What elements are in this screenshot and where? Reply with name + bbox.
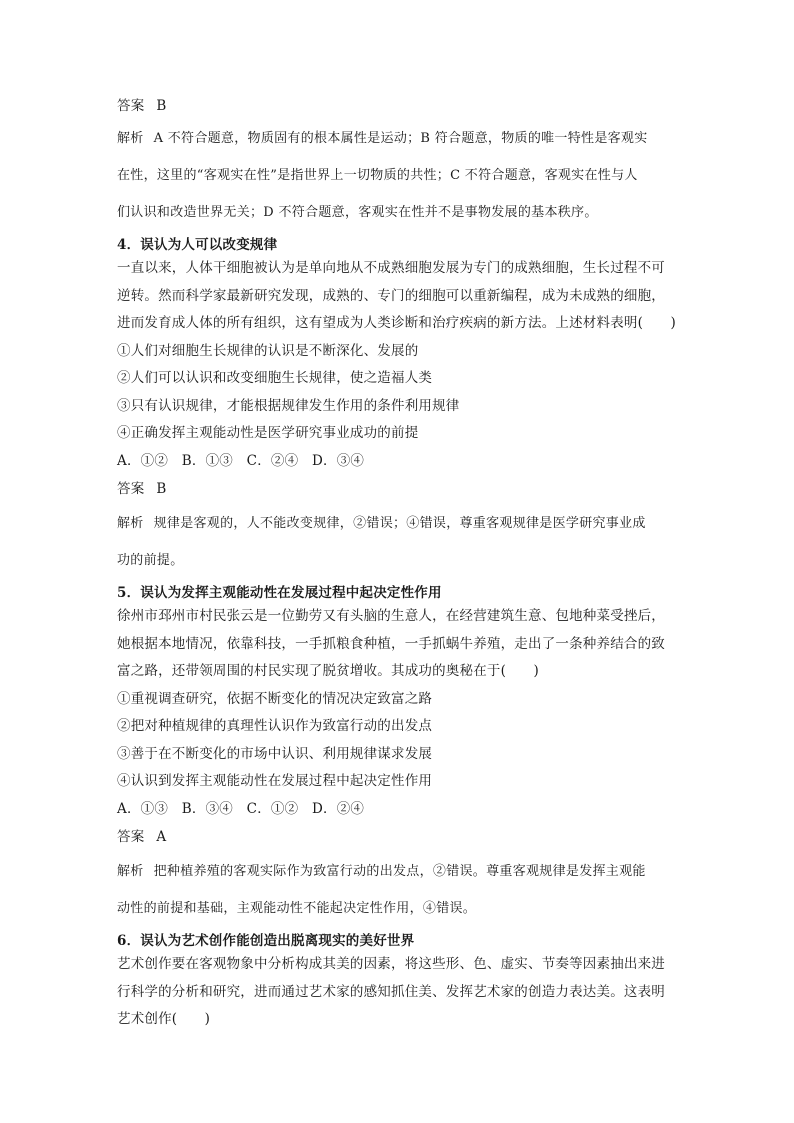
answer-label: 答案 [117, 829, 145, 845]
option-item: ③善于在不断变化的市场中认识、利用规律谋求发展 [117, 745, 433, 762]
option-item: ①人们对细胞生长规律的认识是不断深化、发展的 [117, 342, 419, 359]
question-title: 6．误认为艺术创作能创造出脱离现实的美好世界 [117, 933, 415, 949]
option-item: ②人们可以认识和改变细胞生长规律，使之造福人类 [117, 370, 433, 386]
answer-line [117, 96, 683, 116]
explanation-line: 动性的前提和基础，主观能动性不能起决定性作用，④错误。 [117, 901, 477, 916]
explanation-line [117, 120, 683, 157]
question-text: 逆转。然而科学家最新研究发现，成熟的、专门的细胞可以重新编程，成为未成熟的细胞， [117, 287, 665, 304]
answer-label: 答案 [117, 481, 145, 497]
option-item: ④认识到发挥主观能动性在发展过程中起决定性作用 [117, 773, 433, 789]
option-item: ①重视调查研究，依据不断变化的情况决定致富之路 [117, 690, 433, 707]
answer-choices: A．①③ B．③④ C．①② D．②④ [117, 800, 365, 817]
question-text: 一直以来，人体干细胞被认为是单向地从不成熟细胞发展为专门的成熟细胞，生长过程不可 [117, 260, 665, 276]
answer-line [117, 479, 683, 499]
explanation-line: 们认识和改造世界无关；D 不符合题意，客观实在性并不是事物发展的基本秩序。 [117, 205, 598, 220]
explanation-text: 规律是客观的，人不能改变规律，②错误；④错误，尊重客观规律是医学研究事业成 [153, 516, 646, 531]
explanation-line [117, 505, 683, 542]
explanation-label: 解析 [117, 516, 144, 531]
explanation-label: 解析 [117, 131, 144, 146]
question-text: 行科学的分析和研究，进而通过艺术家的感知抓住美、发挥艺术家的创造力表达美。这表明 [117, 983, 665, 1000]
answer-value: B [156, 98, 167, 114]
question-text: 富之路，还带领周围的村民实现了脱贫增收。其成功的奥秘在于( ) [117, 663, 539, 679]
answer-choices: A．①② B．①③ C．②④ D．③④ [117, 452, 365, 469]
explanation-text: 把种植养殖的客观实际作为致富行动的出发点，②错误。尊重客观规律是发挥主观能 [153, 864, 646, 879]
option-item: ②把对种植规律的真理性认识作为致富行动的出发点 [117, 718, 433, 734]
explanation-line [117, 853, 683, 890]
question-title: 5．误认为发挥主观能动性在发展过程中起决定性作用 [117, 585, 442, 601]
document-page [117, 96, 683, 1034]
option-item: ③只有认识规律，才能根据规律发生作用的条件利用规律 [117, 397, 460, 414]
explanation-label: 解析 [117, 864, 144, 879]
answer-value: B [156, 481, 167, 497]
question-text: 她根据本地情况，依靠科技，一手抓粮食种植，一手抓蜗牛养殖，走出了一条种养结合的致 [117, 635, 665, 652]
question-text: 艺术创作要在客观物象中分析构成其美的因素，将这些形、色、虚实、节奏等因素抽出来进 [117, 956, 665, 972]
question-text: 进而发育成人体的所有组织，这有望成为人类诊断和治疗疾病的新方法。上述材料表明( ) [117, 315, 676, 331]
answer-line [117, 827, 683, 847]
answer-label: 答案 [117, 98, 145, 114]
explanation-line: 功的前提。 [117, 553, 184, 568]
answer-value: A [156, 829, 167, 845]
explanation-line: 在性，这里的“客观实在性”是指世界上一切物质的共性；C 不符合题意，客观实在性与人 [117, 168, 638, 183]
option-item: ④正确发挥主观能动性是医学研究事业成功的前提 [117, 425, 419, 441]
question-text: 艺术创作( ) [117, 1011, 211, 1027]
explanation-text: A 不符合题意，物质固有的根本属性是运动；B 符合题意，物质的唯一特性是客观实 [153, 131, 648, 146]
question-text: 徐州市邳州市村民张云是一位勤劳又有头脑的生意人，在经营建筑生意、包地种菜受挫后， [117, 608, 665, 624]
question-title: 4．误认为人可以改变规律 [117, 237, 278, 253]
